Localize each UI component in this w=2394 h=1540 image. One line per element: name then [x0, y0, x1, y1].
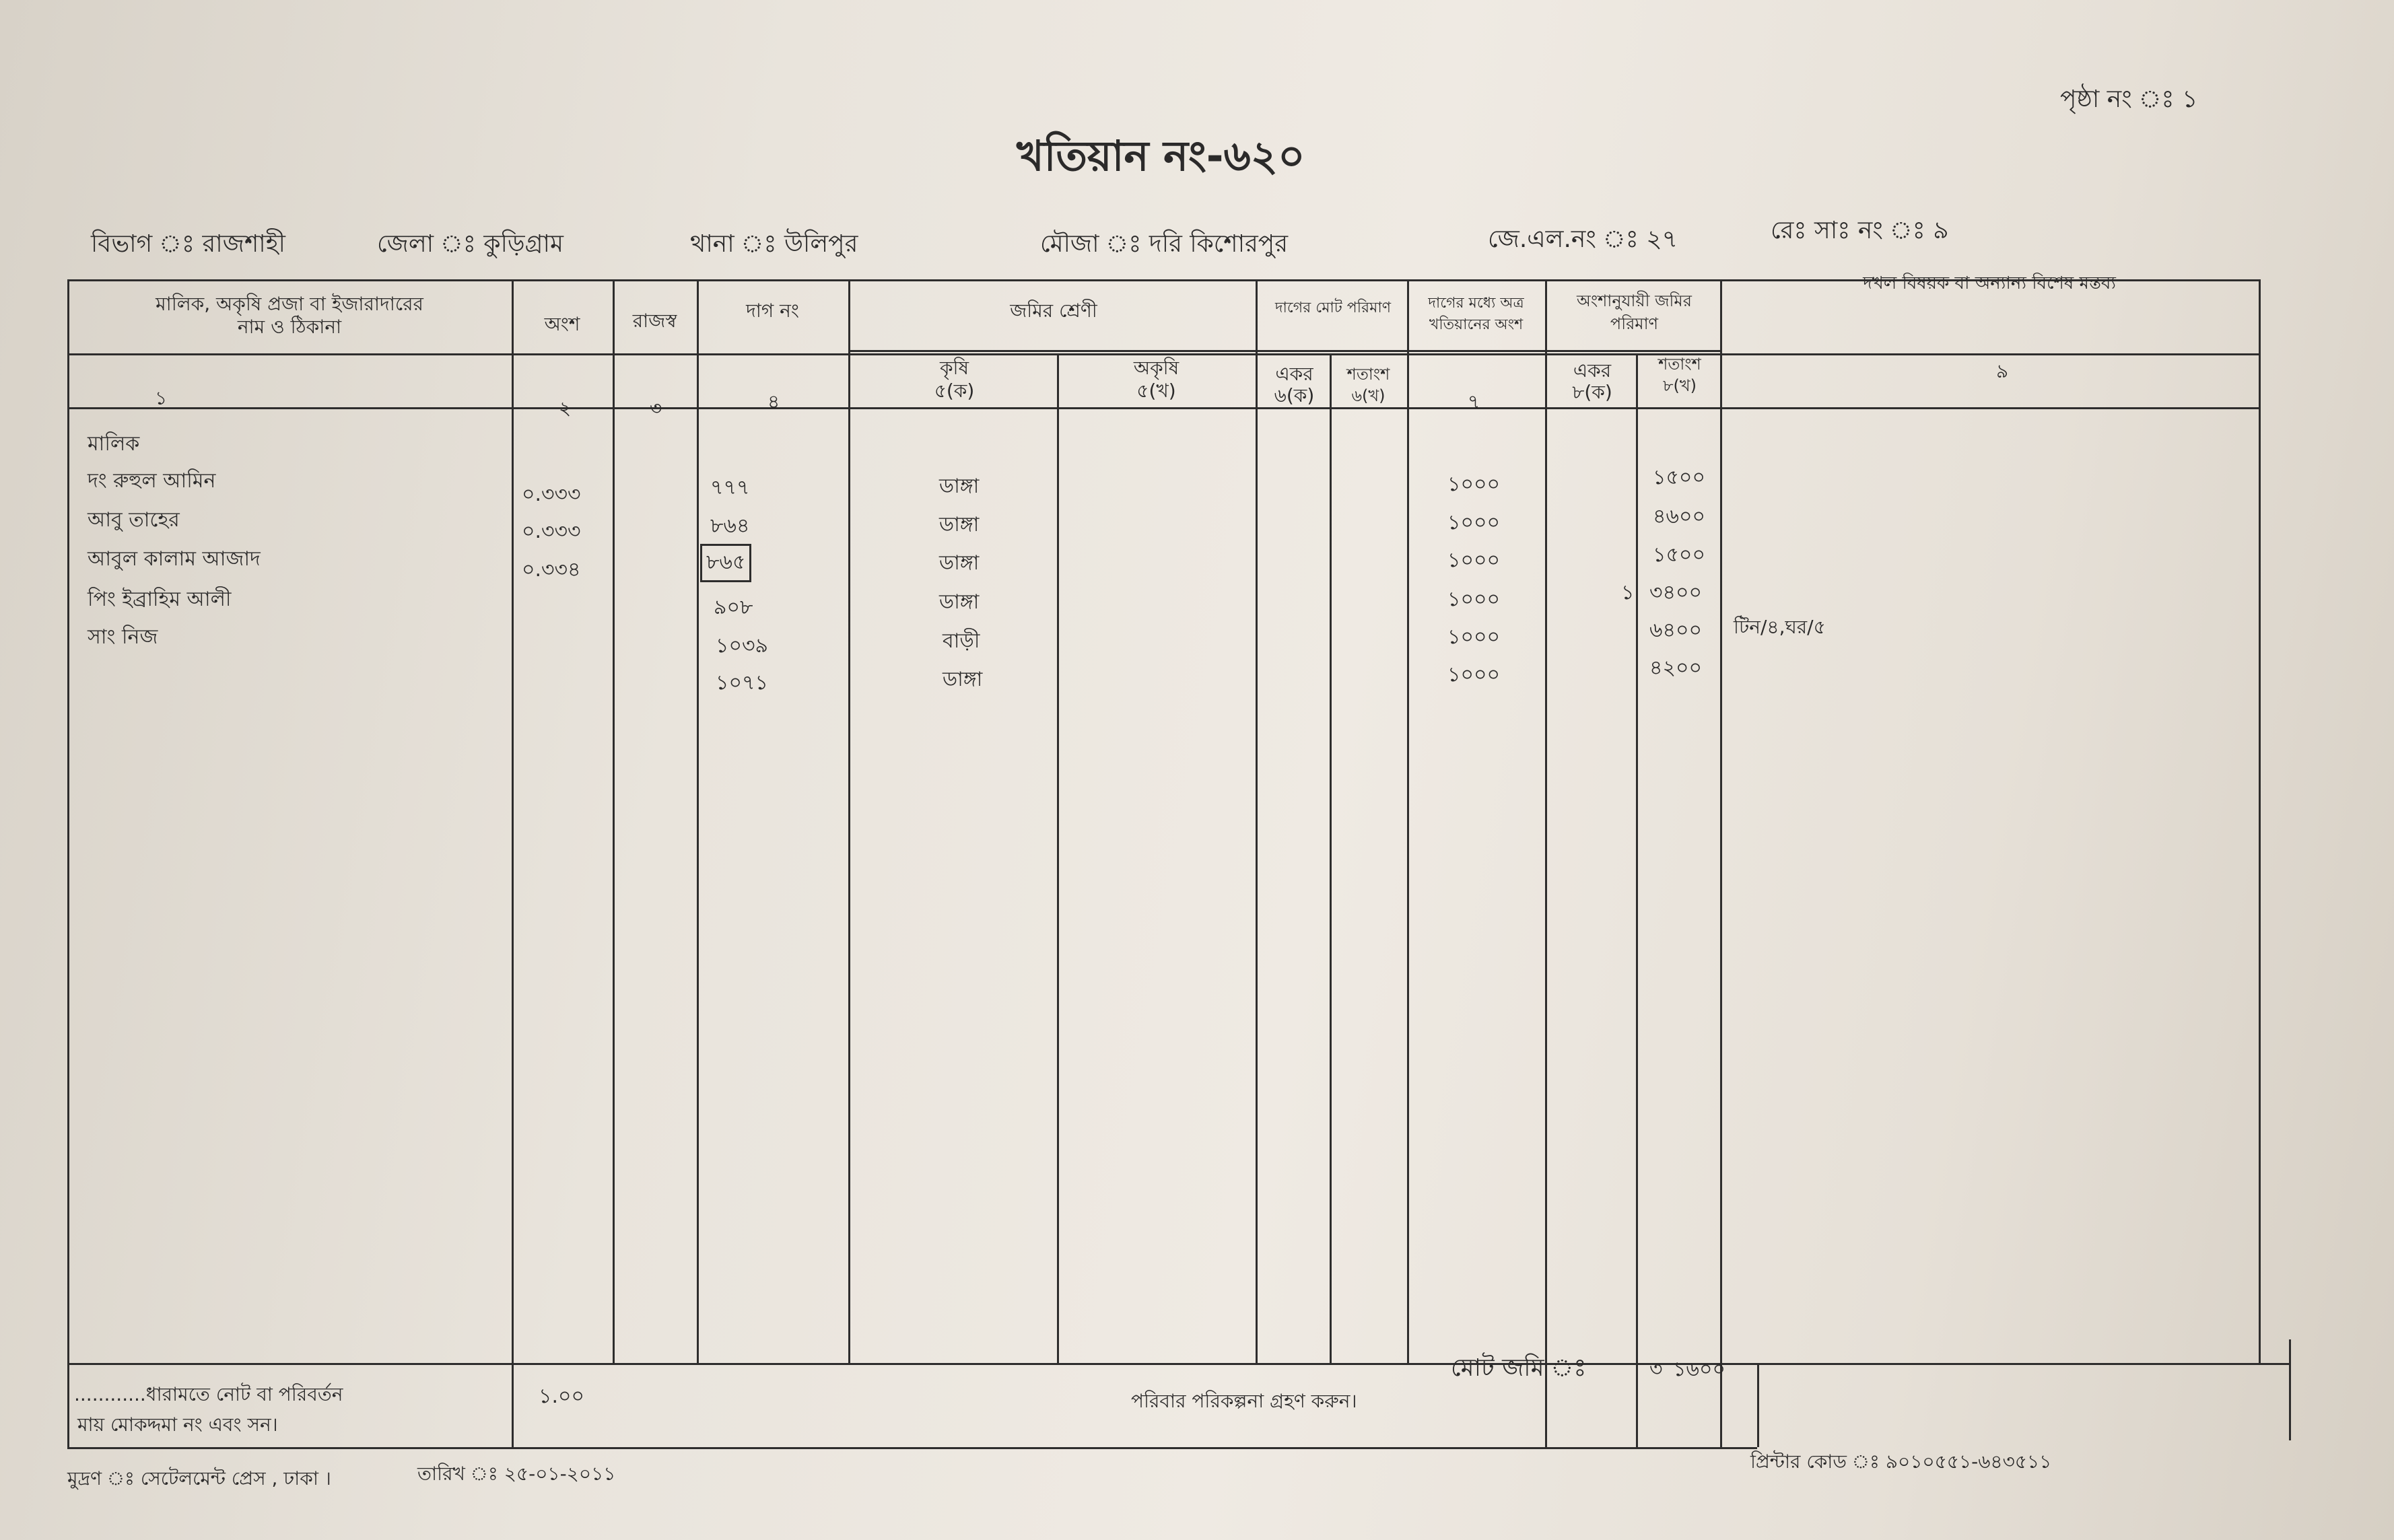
col-border-krishi: [1057, 353, 1059, 1363]
header-bottom-border: [67, 407, 2259, 409]
dag-number: ৯০৮: [714, 596, 753, 619]
body-bottom-border: [67, 1363, 2289, 1365]
district: জেলা ঃ কুড়িগ্রাম: [377, 230, 563, 258]
col-border-ekor6: [1330, 353, 1332, 1363]
table-bottom-border: [67, 1447, 1757, 1449]
press-info: মুদ্রণ ঃ সেটেলমেন্ট প্রেস , ঢাকা ।: [67, 1467, 331, 1490]
dag-number: ৮৬৪: [710, 514, 750, 538]
total-land-label: মোট জমি ঃ: [1451, 1354, 1587, 1382]
thana: থানা ঃ উলিপুর: [690, 230, 858, 258]
col-border-owner: [512, 279, 514, 1447]
page-number: পৃষ্ঠা নং ঃ ১: [2060, 85, 2198, 113]
jl-number: জে.এল.নং ঃ ২৭: [1488, 225, 1678, 253]
header-krishi: কৃষি ৫(ক): [934, 357, 975, 402]
dag-share: ১০০০: [1447, 511, 1500, 534]
share-value: ০.৩৩৪: [522, 558, 581, 582]
dag-share: ১০০০: [1447, 663, 1500, 687]
header-dag: দাগ নং: [746, 300, 799, 322]
land-class: ডাঙ্গা: [943, 668, 983, 691]
owner-name: আবু তাহের: [88, 508, 180, 532]
colnum-2: ২: [559, 397, 572, 419]
land-class: ডাঙ্গা: [939, 513, 980, 536]
owner-name: আবুল কালাম আজাদ: [88, 547, 261, 571]
land-class: ডাঙ্গা: [939, 551, 980, 575]
rs-number: রেঃ সাঃ নং ঃ ৯: [1771, 217, 1949, 244]
col-border-revenue: [697, 279, 699, 1363]
owner-address: পিং ইব্রাহিম আলী: [88, 588, 232, 611]
row-shotangsho: ৪৬০০: [1653, 505, 1705, 528]
colnum-7: ৭: [1468, 390, 1480, 413]
colnum-1: ১: [155, 387, 168, 409]
share-value: ০.৩৩৩: [522, 483, 581, 506]
col-border-dag: [848, 279, 850, 1363]
header-akrishi: অকৃষি ৫(খ): [1133, 357, 1179, 402]
total-ekor: ৩: [1649, 1358, 1663, 1381]
row-shotangsho: ৩৪০০: [1649, 581, 1702, 604]
note-line-2: মায় মোকদ্দমা নং এবং সন।: [77, 1413, 278, 1436]
col-border-right-footer: [2289, 1339, 2291, 1440]
col-border-dagshare: [1545, 279, 1547, 1447]
printer-code: প্রিন্টার কোড ঃ ৯০১০৫৫১-৬৪৩৫১১: [1750, 1450, 2052, 1473]
header-remarks: দখল বিষয়ক বা অন্যান্য বিশেষ মন্তব্য: [1863, 273, 2116, 293]
dag-number: ১০৭১: [716, 671, 768, 695]
row-shotangsho: ১৫০০: [1653, 466, 1705, 489]
row-remark: টিন/৪,ঘর/৫: [1734, 616, 1826, 638]
col-border-shot6: [1407, 279, 1409, 1363]
owner-label: মালিক: [88, 432, 140, 456]
land-class: ডাঙ্গা: [939, 475, 980, 498]
dag-share: ১০০০: [1447, 588, 1500, 611]
family-planning-note: পরিবার পরিকল্পনা গ্রহণ করুন।: [1131, 1390, 1357, 1412]
owner-name: দং রুহুল আমিন: [88, 469, 216, 493]
header-share: অংশ: [544, 313, 580, 335]
col-border-footer: [1757, 1363, 1759, 1447]
note-line-1: ............ধারামতে নোট বা পরিবর্তন: [74, 1383, 343, 1405]
dag-share: ১০০০: [1447, 473, 1500, 496]
col-border-shot8: [1720, 279, 1722, 1447]
land-class: ডাঙ্গা: [939, 590, 980, 614]
col-border-akrishi: [1256, 279, 1258, 1363]
col-border-left: [67, 279, 69, 1447]
row-ekor: ১: [1621, 581, 1635, 604]
division: বিভাগ ঃ রাজশাহী: [91, 230, 285, 258]
share-value: ০.৩৩৩: [522, 520, 581, 543]
dag-number-boxed: ৮৬৫: [700, 544, 751, 582]
row-shotangsho: ৪২০০: [1649, 656, 1702, 680]
owner-address: সাং নিজ: [88, 625, 158, 649]
col-border-share: [613, 279, 615, 1363]
khatian-title: খতিয়ান নং-৬২০: [1017, 131, 1305, 180]
header-land-amount: অংশানুযায়ী জমির পরিমাণ: [1577, 291, 1692, 333]
total-shotangsho: ১৬০০: [1673, 1358, 1725, 1381]
col-border-ekor8: [1636, 353, 1638, 1447]
land-class: বাড়ী: [943, 629, 980, 653]
dag-share: ১০০০: [1447, 625, 1500, 649]
colnum-9: ৯: [1996, 360, 2009, 382]
dag-number: ১০৩৯: [716, 634, 768, 658]
header-ekor-6: একর ৬(ক): [1274, 363, 1315, 407]
header-land-class: জমির শ্রেণী: [1010, 300, 1097, 322]
header-ekor-8: একর ৮(ক): [1572, 359, 1612, 403]
header-dag-total: দাগের মোট পরিমাণ: [1274, 300, 1392, 316]
header-shotangsho-8: শতাংশ ৮(খ): [1658, 355, 1701, 395]
header-dag-share: দাগের মধ্যে অত্র খতিয়ানের অংশ: [1428, 295, 1524, 333]
dag-number: ৭৭৭: [710, 476, 750, 499]
colnum-4: ৪: [767, 390, 780, 413]
col-border-right: [2259, 279, 2261, 1363]
colnum-3: ৩: [650, 397, 662, 419]
row-shotangsho: ১৫০০: [1653, 543, 1705, 567]
dag-share: ১০০০: [1447, 549, 1500, 572]
subheader-line: [848, 350, 1720, 352]
header-divider: [67, 353, 2259, 355]
row-shotangsho: ৬৪০০: [1649, 619, 1702, 642]
print-date: তারিখ ঃ ২৫-০১-২০১১: [417, 1463, 616, 1485]
header-shotangsho-6: শতাংশ ৬(খ): [1346, 365, 1390, 405]
header-revenue: রাজস্ব: [632, 310, 677, 332]
header-owner: মালিক, অকৃষি প্রজা বা ইজারাদারের নাম ও ঠিকানা: [156, 293, 423, 338]
total-share: ১.০০: [539, 1385, 585, 1408]
mouza: মৌজা ঃ দরি কিশোরপুর: [1040, 230, 1289, 258]
